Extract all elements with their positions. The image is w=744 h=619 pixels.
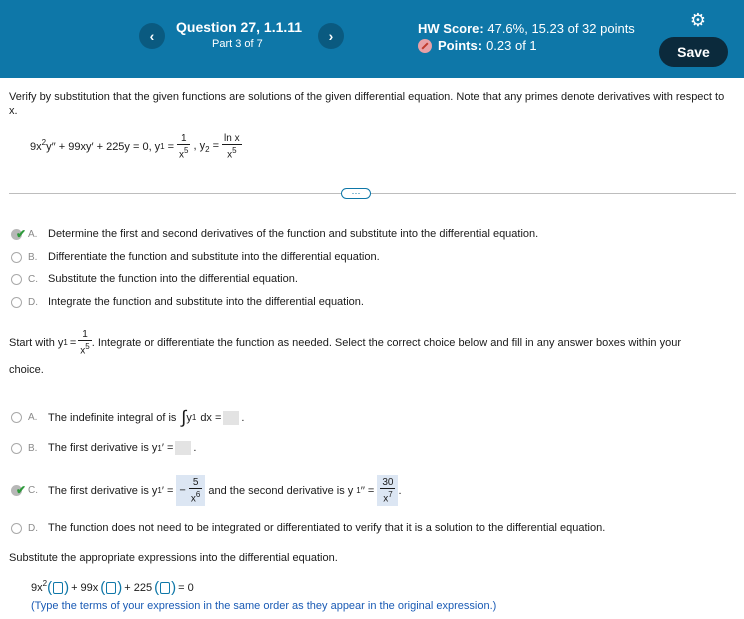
radio[interactable] [11, 412, 22, 423]
part-a-option-c[interactable]: C. Substitute the function into the differential equation. [11, 273, 298, 285]
question-part: Part 3 of 7 [212, 38, 263, 50]
partial-credit-icon [418, 39, 432, 53]
radio[interactable] [11, 297, 22, 308]
question-title: Question 27, 1.1.11 [176, 19, 303, 35]
start-fraction: $\frac{1}{x^5}$ [80, 329, 90, 357]
hw-score [418, 21, 635, 36]
next-question-button[interactable] [318, 23, 344, 49]
y1-fraction: $\frac{1}{x^5}$ [179, 133, 189, 161]
substitution-expression: 9x $^2$ ( ) + 99x ( ) + 225 ( ) = 0 [31, 579, 194, 596]
radio-checked[interactable] [11, 483, 27, 498]
part-a-option-b[interactable]: B. Differentiate the function and substitute into the differential equation. [11, 251, 380, 263]
second-derivative-answer[interactable]: $\frac{30}{x^7}$ [377, 475, 398, 506]
instruction-text: Verify by substitution that the given functions are solutions of the given differential equation. Note that any primes denote derivatives with respect to x. [9, 91, 725, 117]
radio[interactable] [11, 443, 22, 454]
part-b-option-d[interactable]: D. The function does not need to be integrated or differentiated to verify that it is a solution to the differential equation. [11, 522, 605, 534]
show-more-button[interactable]: ⋯ [341, 188, 371, 199]
chevron-right-icon: › [328, 28, 334, 44]
start-with-text: Start with y 1 = $\frac{1}{x^5}$ . Integrate or differentiate the function as needed. Select the correct choice below and fill in any answer boxes within your [9, 329, 682, 357]
points-value: 0.23 of 1 [486, 38, 537, 53]
radio-checked[interactable] [11, 226, 27, 241]
part-b-option-b[interactable]: B. The first derivative is y 1 ′ = . [11, 441, 196, 455]
function-input[interactable] [160, 582, 170, 594]
part-b-option-c[interactable]: ✔ C. The first derivative is y 1 ′ = − $\frac{5}{x^6}$ and the second derivative is y 1 ′′ = $\frac{30}{x^7}$ . [11, 475, 402, 506]
points [418, 38, 537, 53]
chevron-left-icon: ‹ [149, 28, 155, 44]
previous-question-button[interactable] [139, 23, 165, 49]
settings-gear-icon[interactable]: ⚙ [689, 10, 707, 30]
checkmark-icon: ✔ [16, 483, 27, 498]
part-a-option-a[interactable]: ✔ A. Determine the first and second derivatives of the function and substitute into the differential equation. [11, 228, 538, 240]
hint-text: (Type the terms of your expression in the same order as they appear in the original expression.) [31, 600, 497, 612]
first-derivative-input[interactable] [106, 582, 116, 594]
start-continuation: choice. [9, 364, 44, 376]
y2-fraction: $\frac{\text{ln x}}{x^5}$ [224, 133, 240, 161]
hw-score-label: HW Score: [418, 21, 484, 36]
part-b-option-a[interactable]: A. The indefinite integral of is ∫ y 1 dx = . [11, 407, 244, 428]
first-derivative-answer[interactable]: − $\frac{5}{x^6}$ [176, 475, 205, 506]
substitute-label: Substitute the appropriate expressions into the differential equation. [9, 552, 338, 564]
integral-answer-box[interactable] [223, 411, 239, 425]
differential-equation: 9x $^2$ y′′ + 99xy′ + 225y = 0, y 1 = $\frac{1}{x^5}$ , $y_2$ = $\frac{\text{ln x}}{x^5}$ [30, 133, 240, 161]
part-a-option-d[interactable]: D. Integrate the function and substitute into the differential equation. [11, 296, 364, 308]
radio[interactable] [11, 274, 22, 285]
radio[interactable] [11, 523, 22, 534]
second-derivative-input[interactable] [53, 582, 63, 594]
hw-score-value: 47.6%, 15.23 of 32 points [487, 21, 635, 36]
divider [9, 193, 736, 194]
radio[interactable] [11, 252, 22, 263]
first-derivative-answer-box[interactable] [175, 441, 191, 455]
header-bar [0, 0, 744, 78]
checkmark-icon: ✔ [16, 226, 27, 241]
points-label: Points: [438, 38, 483, 53]
save-button[interactable]: Save [659, 37, 728, 67]
